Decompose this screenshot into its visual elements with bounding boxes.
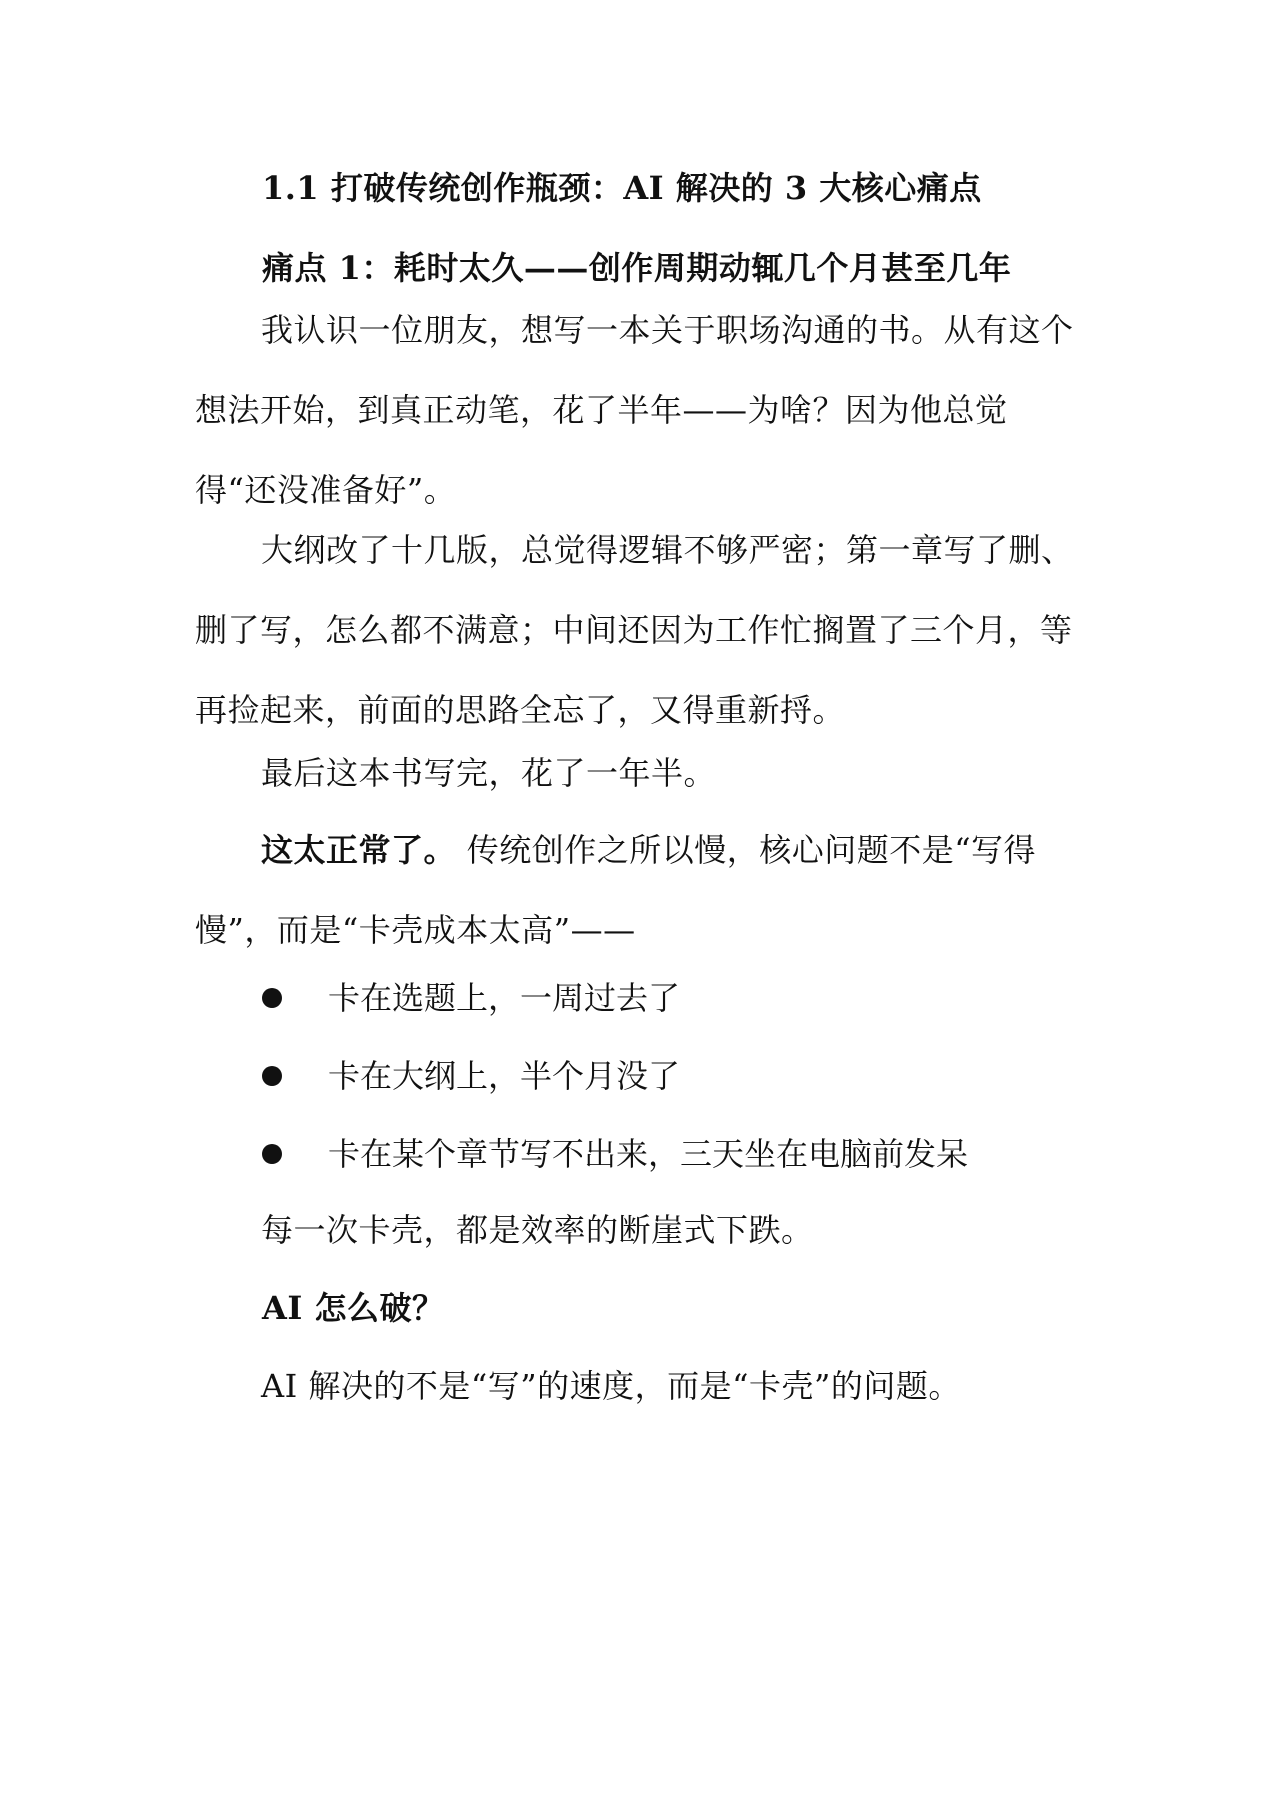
list-item-text: 卡在选题上，一周过去了 xyxy=(328,979,681,1017)
bullet-icon xyxy=(262,1066,282,1086)
paragraph-ai-solution: AI 解决的不是“写”的速度，而是“卡壳”的问题。 xyxy=(261,1367,961,1405)
paragraph-normal-text: 传统创作之所以慢，核心问题不是“写得慢”，而是“卡壳成本太高”—— xyxy=(195,831,1037,949)
section-heading: 1.1 打破传统创作瓶颈：AI 解决的 3 大核心痛点 xyxy=(262,169,982,207)
bullet-icon xyxy=(262,988,282,1008)
paragraph-efficiency-drop: 每一次卡壳，都是效率的断崖式下跌。 xyxy=(261,1211,814,1249)
paragraph-result: 最后这本书写完，花了一年半。 xyxy=(261,754,717,792)
list-item xyxy=(262,1114,1080,1194)
list-item xyxy=(262,958,1080,1038)
list-item-text: 卡在某个章节写不出来，三天坐在电脑前发呆 xyxy=(328,1135,969,1173)
pain-point-heading: 痛点 1：耗时太久——创作周期动辄几个月甚至几年 xyxy=(262,249,1012,287)
emphasis-text: 这太正常了。 xyxy=(261,831,457,869)
paragraph-friend-story: 我认识一位朋友，想写一本关于职场沟通的书。从有这个想法开始，到真正动笔，花了半年——为啥？因为他总觉得“还没准备好”。 xyxy=(195,311,1074,509)
list-item-text: 卡在大纲上，半个月没了 xyxy=(328,1057,681,1095)
paragraph-normal xyxy=(195,810,1080,970)
ai-heading: AI 怎么破？ xyxy=(262,1289,445,1327)
list-item xyxy=(262,1036,1080,1116)
bullet-icon xyxy=(262,1144,282,1164)
paragraph-outline-revisions: 大纲改了十几版，总觉得逻辑不够严密；第一章写了删、删了写，怎么都不满意；中间还因为工作忙搁置了三个月，等再捡起来，前面的思路全忘了，又得重新捋。 xyxy=(195,531,1074,729)
